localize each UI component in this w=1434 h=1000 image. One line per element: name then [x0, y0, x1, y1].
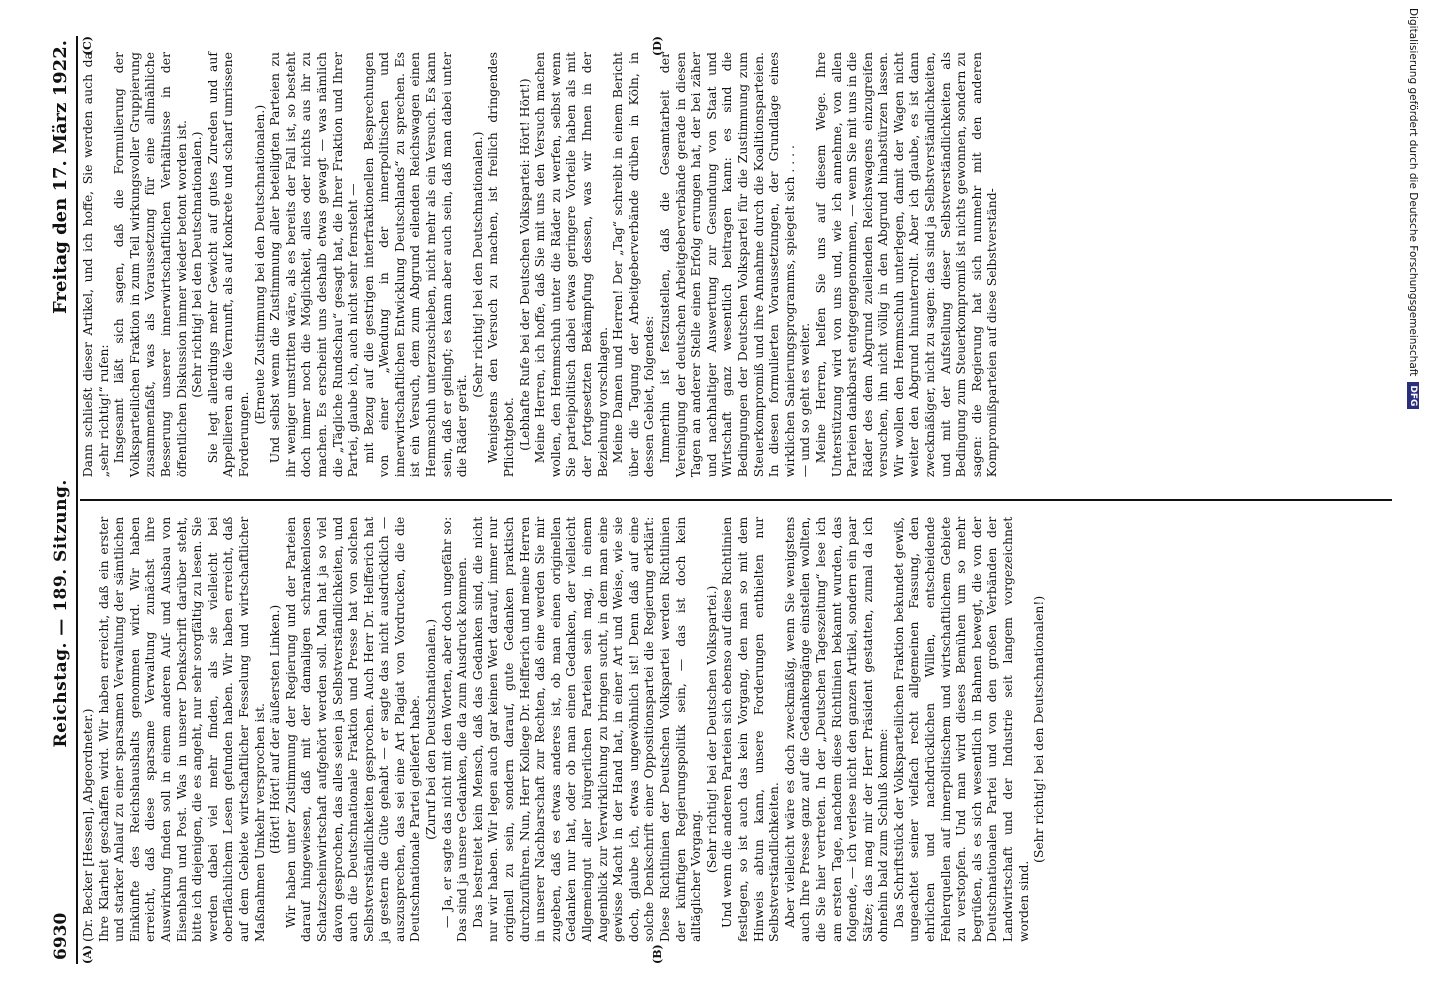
column-right	[80, 36, 1392, 499]
interjection: (Hört! Hört! auf der äußersten Linken.)	[267, 604, 283, 855]
paragraph: Ihre Klarheit geschaffen wird. Wir haben erreicht, daß ein erster und starker Anlauf zu einer sparsamen Verwaltung der sämtlichen Einkünfte des Reichshaushalts genommen wird. Wir haben erreicht, daß diese sparsame Verwaltung zunächst ihre Auswirkung finden soll in einem anderen Auf- und Ausbau von Eisenbahn und Post. Was in unserer Denkschrift darüber steht, bitte ich diejenigen, die es angeht, nur sehr sorgfältig zu lesen. Sie werden dabei viel mehr finden, als sie vielleicht bei oberflächlichem Lesen gefunden haben. Wir haben erreicht, daß auf dem Gebiete wirtschaftlicher Fesselung und wirtschaftlicher Maßnahmen Umkehr versprochen ist.	[95, 516, 267, 942]
interjection: (Sehr richtig! bei den Deutschnationalen!)	[1031, 595, 1047, 863]
margin-marker-d: (D)	[651, 36, 664, 56]
paragraph: Und wenn die anderen Parteien sich ebenso auf diese Richtlinien festlegen, so ist auch das kein Vorgang, den man so mit dem Hinweis abtun kann, unsere Forderungen enthielten nur Selbstverständlichkeiten.	[719, 516, 782, 942]
paragraph: Meine Herren, helfen Sie uns auf diesem Wege. Ihre Unterstützung wird von uns und, wie ich annehme, von allen Parteien dankbarst entgegengenommen, — wenn Sie mit uns in die Räder des dem Abgrund zueilenden Reichswagens einzugreifen versuchen, ihn nicht völlig in den Abgrund hinabstürzen lassen. Wir wollen den Hemmschuh unterlegen, damit der Wagen nicht weiter den Abgrund hinunterrollt. Aber ich glaube, es ist dann zwecknäßiger, nicht zu sagen: das sind ja Selbstverständlichkeiten, und mit der Aufstellung dieser Selbstverständlichkeiten als Bedingung zum Steuerkompromiß ist nichts gewonnen, sondern zu sagen: die Regierung hat sich nunmehr mit den anderen Kompromißparteien auf diese Selbstverständ-	[812, 52, 1000, 478]
quotation: Und selbst wenn die Zustimmung aller beteiligten Parteien zu ihr weniger umstritten wäre, als es bereits der Fall ist, so besteht doch immer noch die Möglichkeit, alles oder nichts aus ihr zu machen. Es erscheint uns deshalb etwas gewagt — was nämlich die „Tägliche Rundschau“ gesagt hat, die Ihrer Fraktion und Ihrer Partei, glaube ich, auch nicht sehr fernsteht —	[267, 52, 361, 478]
paragraph: Wir haben unter Zustimmung der Regierung und der Parteien darauf hingewiesen, daß mit der damaligen schrankenlosen Schatzscheinwirtschaft aufgehört werden soll. Man hat ja so viel davon gesprochen, das alles seien ja Selbstverständlichkeiten, und auch die Deutschnationale Fraktion und Presse hat von solchen Selbstverständlichkeiten gesprochen. Auch Herr Dr. Helfferich hat ja gestern die Güte gehabt — er sagte das nicht ausdrücklich — auszusprechen, das sei eine Art Plagiat von Vordrucken, die die Deutschnationale Partei geliefert habe.	[282, 516, 423, 942]
funding-note-text: Digitalisierung gefördert durch die Deutsche Forschungsgemeinschaft	[1407, 8, 1419, 377]
paragraph: Meine Herren, ich hoffe, daß Sie mit uns den Versuch machen wollen, den Hemmschuh unter die Räder zu werfen, selbst wenn Sie parteipolitisch dabei etwas geringere Vorteile haben als mit der fortgesetzten Bekämpfung dessen, was wir Ihnen in der Beziehung vorschlagen.	[532, 52, 610, 478]
paragraph: Meine Damen und Herren! Der „Tag“ schreibt in einem Bericht über die Tagung der Arbeitgeberverbände drüben in Köln, in dessen Gebiet, folgendes:	[610, 52, 657, 478]
paragraph: Dann schließt dieser Artikel, und ich hoffe, Sie werden auch da „sehr richtig!“ rufen:	[80, 52, 111, 478]
interjection: (Zuruf bei den Deutschnationalen.)	[423, 618, 439, 840]
margin-marker-b: (B)	[651, 944, 664, 964]
quotation: Das Schriftstück der Volksparteilichen Fraktion bekundet gewiß, ungeachtet seiner vielfach recht allgemeinen Fassung, den ehrlichen und nachdrücklichen Willen, entscheidende Fehlerquellen auf innerpolitischem und wirtschaftlichem Gebiete zu verstopfen. Und man wird dieses Bemühen um so mehr begrüßen, als es sich wesentlich in Bahnen bewegt, die von der Deutschnationalen Partei und von den großen Verbänden der Landwirtschaft und der Industrie seit langem vorgezeichnet worden sind.	[890, 516, 1031, 942]
text-columns	[80, 36, 1392, 964]
dfg-logo: DFG	[1407, 382, 1419, 409]
quotation: Sie legt allerdings mehr Gewicht auf gutes Zureden und auf Appellieren an die Vernunft, als auf konkrete und scharf umrissene Forderungen.	[204, 52, 251, 478]
interjection: (Erneute Zustimmung bei den Deutschnationalen.)	[251, 104, 267, 425]
session-title: Reichstag. — 189. Sitzung.	[51, 479, 71, 748]
paragraph: — und so geht es weiter.	[797, 322, 813, 478]
scanned-page	[20, 5, 1420, 995]
interjection: (Sehr richtig! bei den Deutschnationalen.)	[469, 131, 485, 398]
quotation: Immerhin ist festzustellen, daß die Gesamtarbeit der Vereinigung der deutschen Arbeitgeberverbände gerade in diesen Tagen an anderer Stelle einen Erfolg errungen hat, der bei zäher und nachhaltiger Auswertung zur Gesundung von Staat und Wirtschaft ganz wesentlich beitragen kann: es sind die Bedingungen der Deutschen Volkspartei für die Zustimmung zum Steuerkompromiß und ihre Annahme durch die Koalitionsparteien. In diesen formulierten Voraussetzungen, der Grundlage eines wirklichen Sanierungsprogramms, spiegelt sich . . . .	[656, 52, 797, 478]
interjection: (Lebhafte Rufe bei der Deutschen Volkspartei: Hört! Hört!)	[516, 78, 532, 451]
margin-marker-c: (C)	[81, 36, 94, 56]
speaker-intro: (Dr. Becker [Hessen], Abgeordneter.)	[80, 708, 95, 942]
funding-note	[1400, 8, 1434, 998]
quotation: mit Bezug auf die gestrigen interfraktionellen Besprechungen von einer „Wendung in der innerpolitischen und innerwirtschaftlichen Entwicklung Deutschlands“ zu sprechen. Es ist ein Versuch, dem zum Abgrund eilenden Reichswagen einen Hemmschuh unterzuschieben, nicht mehr als ein Versuch. Es kann sein, daß er gelingt; es kann aber auch sein, daß man dabei unter die Räder gerät.	[360, 52, 470, 478]
session-date: Freitag den 17. März 1922.	[50, 40, 71, 314]
paragraph: Aber vielleicht wäre es doch zweckmäßig, wenn Sie wenigstens auch Ihre Presse ganz auf die Gedankengänge einstellen wollten, die Sie hier vertreten. In der „Deutschen Tageszeitung“ lese ich am ersten Tage, nachdem diese Richtlinien bekannt wurden, das folgende, — ich verlese nicht den ganzen Artikel, sondern ein paar Sätze; das mag mir der Herr Präsident gestatten, zumal da ich ohnehin bald zum Schluß komme:	[781, 516, 891, 942]
quotation: Insgesamt läßt sich sagen, daß die Formulierung der Volksparteilichen Fraktion in zum Teil wirkungsvoller Gruppierung zusammenfaßt, was als Voraussetzung für eine allmähliche Besserung unserer innerwirtschaftlichen Verhältnisse in der öffentlichen Diskussion immer wieder betont worden ist.	[111, 52, 189, 478]
quotation: Wenigstens den Versuch zu machen, ist freilich dringendes Pflichtgebot.	[485, 52, 517, 478]
margin-marker-a: (A)	[81, 945, 94, 964]
rotated-page-content	[40, 10, 1400, 990]
column-left	[80, 501, 1392, 964]
paragraph: Das bestreitet kein Mensch, daß das Gedanken sind, die nicht nur wir haben. Wir legen auch gar keinen Wert darauf, immer nur originell zu sein, sondern darauf, gute Gedanken praktisch durchzuführen. Nun, Herr Kollege Dr. Helfferich und meine Herren in unserer Nachbarschaft zur Rechten, daß eine werden Sie mir zugeben, daß es etwas anderes ist, ob man einen originellen Gedanken nur hat, oder ob man einen Gedanken, der vielleicht Allgemeingut aller bürgerlichen Parteien sein mag, in einem Augenblick zur Verwirklichung zu bringen sucht, in dem man eine gewisse Macht in der Hand hat, in einer Art und Weise, wie sie doch, glaube ich, etwas ungewöhnlich ist! Denn daß auf eine solche Denkschrift einer Oppositionspartei die Regierung erklärt: Diese Richtlinien der Deutschen Volkspartei werden Richtlinien der künftigen Regierungspolitik sein, — das ist doch kein alltäglicher Vorgang.	[469, 516, 704, 942]
page-header	[50, 36, 78, 964]
page-number: 6930	[51, 912, 71, 960]
paragraph: — Ja, er sagte das nicht mit den Worten, aber doch ungefähr so: Das sind ja unsere Gedanken, die da zum Ausdruck kommen.	[438, 516, 470, 942]
interjection: (Sehr richtig! bei der Deutschen Volkspartei.)	[703, 585, 719, 874]
interjection: (Sehr richtig! bei den Deutschnationalen.)	[189, 131, 205, 398]
